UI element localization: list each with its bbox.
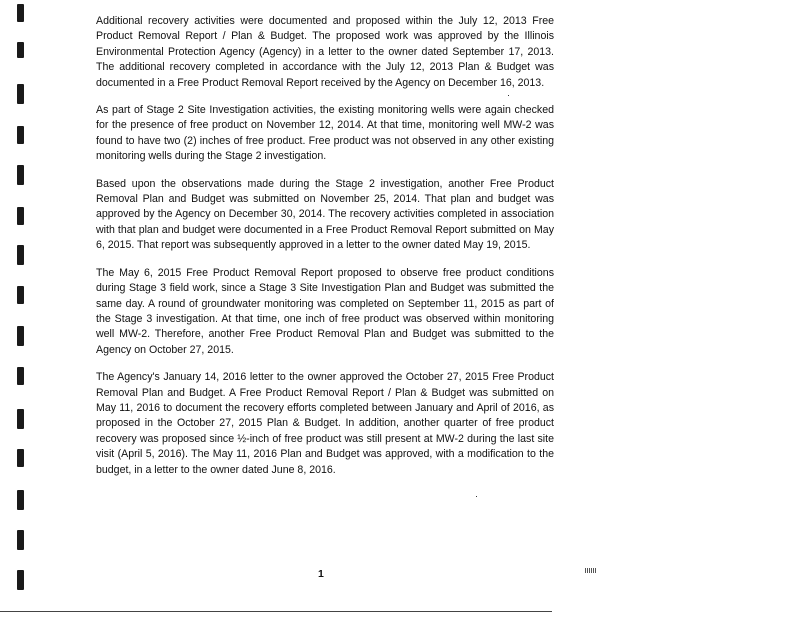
binding-mark: [17, 367, 24, 385]
binding-mark: [17, 449, 24, 467]
binding-mark: [17, 409, 24, 429]
paragraph-2: As part of Stage 2 Site Investigation activities, the existing monitoring wells were again checked for the presence of free product on November 12, 2014. At that time, monitoring well MW-2 was found to have two (2) inches of free product. Free product was not observed in any other existing monitoring wells during the Stage 2 investigation.: [96, 104, 554, 163]
binding-mark: [17, 84, 24, 104]
binding-mark: [17, 42, 24, 58]
binding-mark: [17, 165, 24, 185]
binding-mark: [17, 490, 24, 510]
binding-mark: [17, 245, 24, 265]
binding-mark: [17, 207, 24, 225]
paragraph-3: Based upon the observations made during the Stage 2 investigation, another Free Product Removal Plan and Budget was submitted on November 25, 2014. That plan and budget was approved by the Agency on December 30, 2014. The recovery activities completed in association with that plan and budget were documented in a Free Product Removal Report submitted on May 6, 2015. That report was subsequently approved in a letter to the owner dated May 19, 2015.: [96, 177, 554, 252]
binding-mark: [17, 530, 24, 550]
scan-speck: [508, 95, 509, 96]
binding-mark: [17, 570, 24, 590]
page-number: 1: [318, 568, 324, 580]
scan-artifact-mark: [585, 568, 597, 573]
scan-speck: [476, 496, 477, 497]
page-bottom-edge: [0, 611, 552, 612]
paragraph-4: The May 6, 2015 Free Product Removal Report proposed to observe free product conditions during Stage 3 field work, since a Stage 3 Site Investigation Plan and Budget was submitted the same day. A round of groundwater monitoring was completed on September 11, 2015 as part of the Stage 3 investigation. At that time, one inch of free product was observed within monitoring well MW-2. Therefore, another Free Product Removal Plan and Budget was submitted to the Agency on October 27, 2015.: [96, 266, 554, 356]
document-body: [96, 14, 554, 490]
binding-mark: [17, 326, 24, 346]
binding-mark: [17, 4, 24, 22]
paragraph-1: Additional recovery activities were documented and proposed within the July 12, 2013 Free Product Removal Report / Plan & Budget. The proposed work was approved by the Illinois Environmental Protection Agency (Agency) in a letter to the owner dated September 17, 2013. The additional recovery completed in accordance with the July 12, 2013 Plan & Budget was documented in a Free Product Removal Report received by the Agency on December 16, 2013.: [96, 15, 554, 89]
binding-mark: [17, 286, 24, 304]
binding-mark: [17, 126, 24, 144]
paragraph-5: The Agency's January 14, 2016 letter to the owner approved the October 27, 2015 Free Product Removal Plan and Budget. A Free Product Removal Report / Plan & Budget was submitted on May 11, 2016 to document the recovery efforts completed between January and April of 2016, as proposed in the October 27, 2015 Plan & Budget. In addition, another quarter of free product recovery was proposed since ½-inch of free product was still present at MW-2 during the last site visit (April 5, 2016). The May 11, 2016 Plan and Budget was approved, with a modification to the budget, in a letter to the owner dated June 8, 2016.: [96, 371, 554, 476]
binding-hole-marks: [0, 0, 30, 618]
